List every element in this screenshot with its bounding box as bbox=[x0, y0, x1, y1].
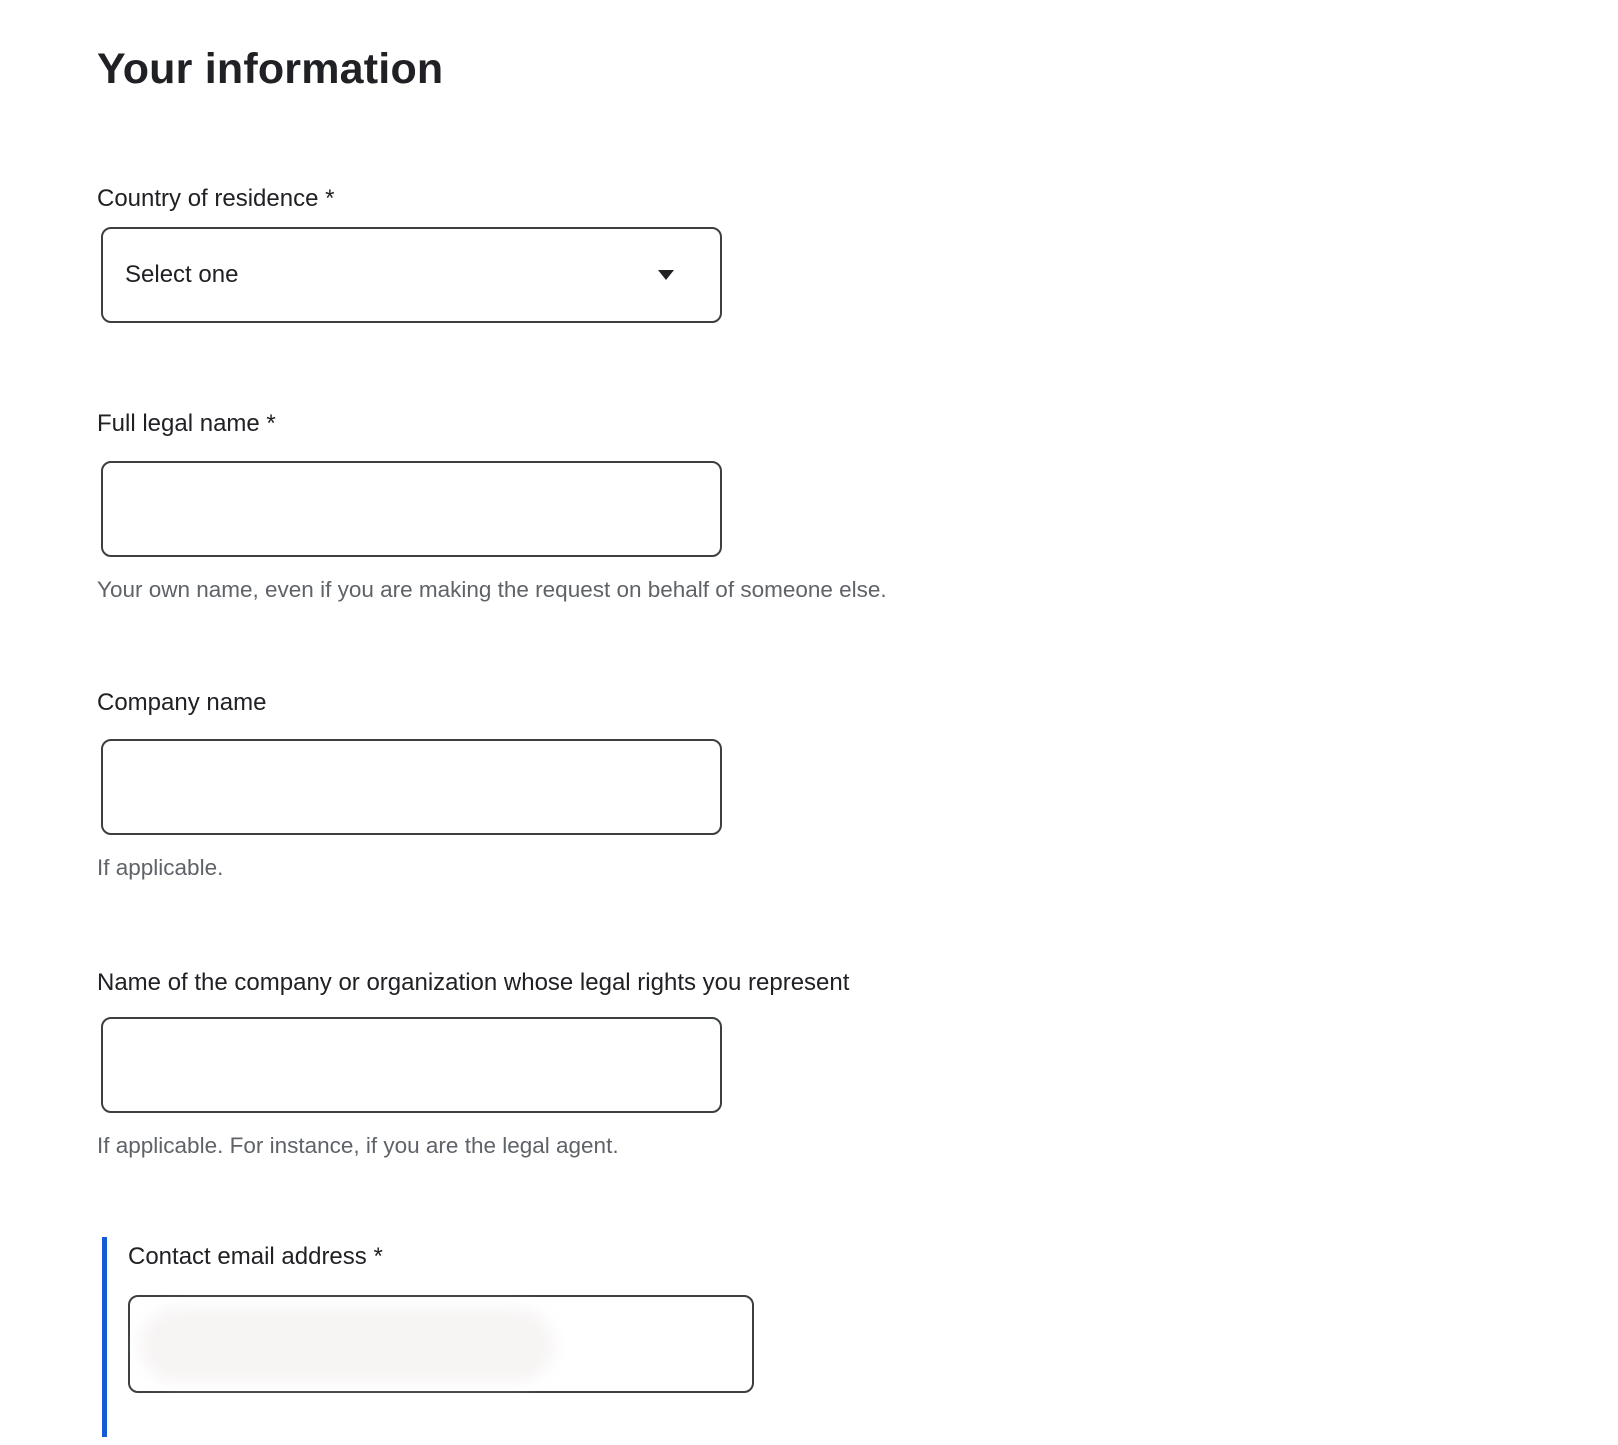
full-legal-name-input[interactable] bbox=[101, 461, 722, 557]
full-legal-name-help: Your own name, even if you are making the request on behalf of someone else. bbox=[97, 577, 887, 602]
contact-email-input[interactable] bbox=[128, 1295, 754, 1393]
country-of-residence-label: Country of residence * bbox=[97, 185, 335, 212]
full-legal-name-label: Full legal name * bbox=[97, 410, 276, 437]
your-information-form bbox=[0, 45, 1618, 1437]
redacted-email-value bbox=[140, 1308, 554, 1382]
field-group-country bbox=[97, 185, 1618, 323]
company-name-input[interactable] bbox=[101, 739, 722, 835]
contact-email-label: Contact email address * bbox=[128, 1243, 383, 1270]
company-name-label: Company name bbox=[97, 689, 267, 716]
organization-label: Name of the company or organization whose legal rights you represent bbox=[97, 969, 850, 996]
contact-email-section bbox=[102, 1237, 1618, 1437]
page-title: Your information bbox=[97, 45, 444, 93]
organization-input[interactable] bbox=[101, 1017, 722, 1113]
country-select-value: Select one bbox=[125, 261, 239, 288]
country-select[interactable] bbox=[101, 227, 722, 323]
company-name-help: If applicable. bbox=[97, 855, 224, 880]
field-group-full-legal-name bbox=[97, 410, 1618, 603]
field-group-organization bbox=[97, 969, 1618, 1159]
dropdown-arrow-icon bbox=[658, 270, 674, 280]
organization-help: If applicable. For instance, if you are the legal agent. bbox=[97, 1133, 619, 1158]
field-group-company-name bbox=[97, 689, 1618, 881]
